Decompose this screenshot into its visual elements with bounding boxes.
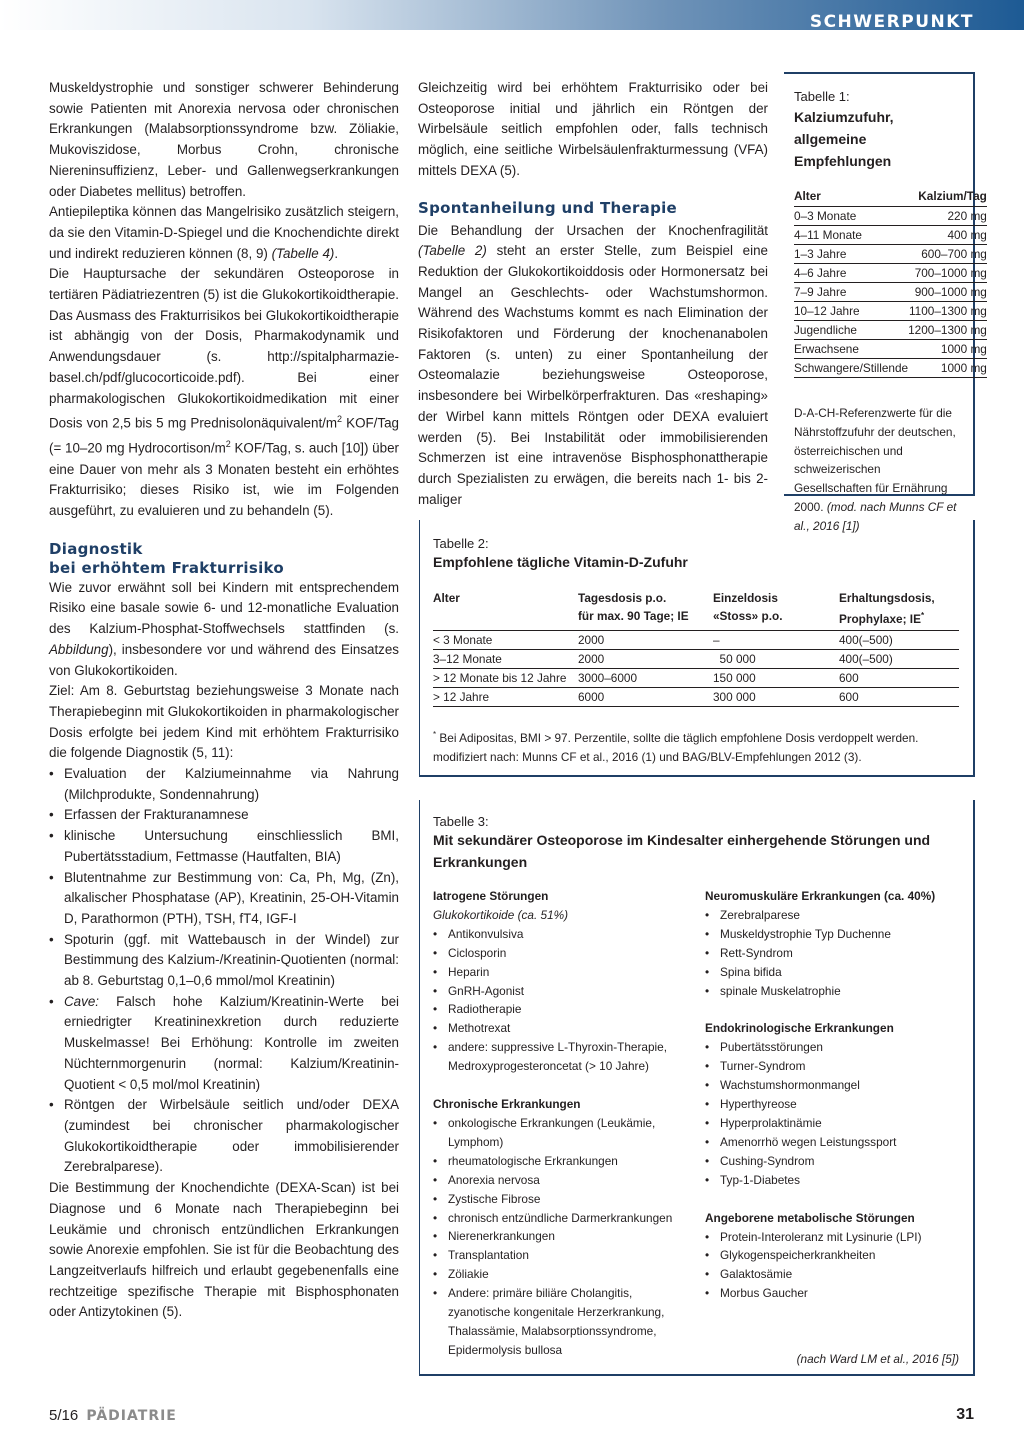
table-source: (nach Ward LM et al., 2016 [5]): [796, 1352, 959, 1366]
list-item: • Spina bifida: [705, 963, 965, 982]
diagnostic-list: [49, 764, 399, 1178]
table-title: Kalziumzufuhr, allgemeine Empfehlungen: [794, 109, 894, 169]
column-header: Einzeldosis «Stoss» p.o.: [713, 591, 783, 623]
list-item: • Röntgen der Wirbelsäule seitlich und/oder DEXA (zumindest bei chronischer pharmakologischer Glukokortikoidtherapie oder immobilisierender Zerebralparese).: [49, 1095, 399, 1178]
paragraph: Die Behandlung der Ursachen der Knochenfragilität (Tabelle 2) steht an erster Stelle, zum Beispiel eine Reduktion der Glukokortikoiddosis oder Hormonersatz bei Mangel an Geschlechts- oder Wachstumshormon. Während des Wachstums kommt es nach Elimination der Risikofaktoren und Förderung der knochenanabolen Faktoren (s. unten) zu einer Spontanheilung der Osteomalazie beziehungsweise Osteoporose, insbesondere bei Wirbelkörperfrakturen. Das «reshaping» der Wirbel kann mittels Röntgen oder DEXA evaluiert werden (5). Bei Instabilität oder immobilisierenden Schmerzen ist eine intravenöse Bisphosphonattherapie durch Spezialisten zu erwägen, die bereits nach 1- bis 2-maliger: [418, 222, 768, 507]
table-1-box: [784, 72, 987, 533]
paragraph: Die Bestimmung der Knochendichte (DEXA-Scan) ist bei Diagnose und 6 Monate nach Therapiebeginn bei Leukämie und chronisch entzündlichen Erkrankungen sowie Anorexie empfohlen. Sie ist für die Beobachtung des Langzeitverlaufs hilfreich und erlaubt gegebenenfalls eine rechtzeitige spezifische Therapie mit Bisphosphonaten oder Antizytokinen (5).: [49, 1180, 399, 1320]
box-border: [419, 520, 420, 775]
paragraph: Wie zuvor erwähnt soll bei Kindern mit entsprechendem Risiko eine basale sowie 6- und 12-monatliche Evaluation des Kalzium-Phosphat-Stoffwechsels stattfinden (s. Abbildung), insbesondere vor und während des Einsatzes von Glukokortikoiden.: [49, 579, 399, 678]
list-item: • Ciclosporin: [433, 944, 693, 963]
table-row: > 12 Monate bis 12 Jahre 3000–6000 150 000 600: [433, 668, 959, 687]
list-item: • Hyperthyreose: [705, 1095, 965, 1114]
group-heading: Iatrogene Störungen: [433, 889, 549, 903]
table-row: Erwachsene 1000 mg: [794, 340, 987, 359]
paragraph: Antiepileptika können das Mangelrisiko zusätzlich steigern, da sie den Vitamin-D-Spiegel und die Knochendichte direkt und indirekt reduzieren können (8, 9) (Tabelle 4).: [49, 204, 399, 261]
list-item: • spinale Muskelatrophie: [705, 982, 965, 1001]
list-item: • Radiotherapie: [433, 1000, 693, 1019]
list-item: • GnRH-Agonist: [433, 982, 693, 1001]
table-label: Tabelle 1:: [794, 89, 850, 104]
list-item: • Galaktosämie: [705, 1265, 965, 1284]
list-item: • chronisch entzündliche Darmerkrankungen: [433, 1209, 693, 1228]
group-subheading: Glukokortikoide (ca. 51%): [433, 907, 569, 922]
table-row: > 12 Jahre 6000 300 000 600: [433, 687, 959, 706]
table-row: 1–3 Jahre 600–700 mg: [794, 245, 987, 264]
list-item: • Glykogenspeicherkrankheiten: [705, 1246, 965, 1265]
list-item: • Erfassen der Frakturanamnese: [49, 805, 399, 826]
list-item: • andere: suppressive L-Thyroxin-Therapie, Medroxyprogesteroncetat (> 10 Jahre): [433, 1038, 693, 1076]
table-row: 3–12 Monate 2000 50 000 400(–500): [433, 649, 959, 668]
list-item: • Cave: Falsch hohe Kalzium/Kreatinin-Werte bei erniedrigter Kreatininexkretion durch reduzierte Muskelmasse! Bei Erhöhung: Kontrolle im zweiten Nüchternmorgenurin (normal: Kalzium/Kreatinin-Quotient < 0,5 mol/mol Kreatinin): [49, 992, 399, 1096]
list-item: • Protein-Interoleranz mit Lysinurie (LPI): [705, 1228, 965, 1247]
group-heading: Endokrinologische Erkrankungen: [705, 1021, 894, 1036]
list-item: • rheumatologische Erkrankungen: [433, 1152, 693, 1171]
list-item: • Zystische Fibrose: [433, 1190, 693, 1209]
table-row: Schwangere/Stillende 1000 mg: [794, 359, 987, 378]
table-3-box: [419, 800, 975, 1376]
paragraph: Die Hauptursache der sekundären Osteoporose in tertiären Pädiatriezentren (5) ist die Glukokortikoidtherapie. Das Ausmass des Frakturrisikos bei Glukokortikoidtherapie ist abhängig von der Dosis, Pharmakodynamik und Anwendungsdauer (s. http://spitalpharmazie-basel.ch/pdf/glucocorticoide.pdf). Bei einer pharmakologischen Glukokortikoidmedikation mit einer Dosis von 2,5 bis 5 mg Prednisolonäquivalent/$m^2$ KOF/Tag (= 10–20 mg Hydrocortison/$m^2$ KOF/Tag, s. auch [10]) über eine Dauer von mehr als 3 Monaten besteht ein erhöhtes Frakturrisiko; dieses Risiko ist, wie im Folgenden ausgeführt, zu evaluieren und zu behandeln (5).: [49, 266, 399, 518]
section-label: SCHWERPUNKT: [809, 12, 974, 32]
table-title: Empfohlene tägliche Vitamin-D-Zufuhr: [433, 554, 688, 570]
section-heading: Spontanheilung und Therapie: [418, 198, 678, 217]
table-row: < 3 Monate 2000 – 400(–500): [433, 630, 959, 649]
list-item: • Anorexia nervosa: [433, 1171, 693, 1190]
table-label: Tabelle 3:: [433, 814, 489, 829]
group-heading: Neuromuskuläre Erkrankungen (ca. 40%): [705, 889, 936, 903]
table-label: Tabelle 2:: [433, 536, 489, 551]
list-item: • Turner-Syndrom: [705, 1057, 965, 1076]
list-item: • Blutentnahme zur Bestimmung von: Ca, Ph, Mg, (Zn), alkalischer Phosphatase (AP), Kreatinin, 25-OH-Vitamin D, Parathormon (PTH), TSH, fT4, IGF-I: [49, 868, 399, 930]
box-border: [419, 800, 420, 1374]
list-item: • Zöliakie: [433, 1265, 693, 1284]
list-item: • Heparin: [433, 963, 693, 982]
column-header: Alter: [433, 591, 460, 605]
list-item: • Morbus Gaucher: [705, 1284, 965, 1303]
list-item: • Typ-1-Diabetes: [705, 1171, 965, 1190]
column-header: Alter: [794, 186, 908, 207]
table-row: Jugendliche 1200–1300 mg: [794, 321, 987, 340]
group-heading: Chronische Erkrankungen: [433, 1097, 581, 1112]
list-item: • klinische Untersuchung einschliesslich BMI, Pubertätsstadium, Fettmasse (Hautfalten, BIA): [49, 826, 399, 867]
paragraph: Ziel: Am 8. Geburtstag beziehungsweise 3 Monate nach Therapiebeginn mit Glukokortikoiden in pharmakologischer Dosis erfolgte bei jedem Kind mit erhöhtem Frakturrisiko die folgende Diagnostik (5, 11):: [49, 683, 399, 761]
column-header: Tagesdosis p.o. für max. 90 Tage; IE: [578, 591, 689, 623]
column-header: Erhaltungsdosis, Prophylaxe; IE*: [839, 591, 935, 626]
list-item: • Muskeldystrophie Typ Duchenne: [705, 925, 965, 944]
page-number: 31: [956, 1406, 974, 1423]
list-item: • Nierenerkrankungen: [433, 1227, 693, 1246]
table-3-left-column: [433, 887, 693, 1360]
paragraph: Gleichzeitig wird bei erhöhtem Frakturrisiko oder bei Osteoporose initial und jährlich ein Röntgen der Wirbelsäule seitlich empfohlen oder, falls technisch möglich, eine seitliche Wirbelsäulenfrakturmessung (VFA) mittels DEXA (5).: [418, 80, 768, 178]
issue-number: 5/16: [49, 1407, 79, 1424]
table-row: 10–12 Jahre 1100–1300 mg: [794, 302, 987, 321]
calcium-table: [794, 186, 987, 378]
list-item: • Rett-Syndrom: [705, 944, 965, 963]
list-item: • Antikonvulsiva: [433, 925, 693, 944]
table-row: 0–3 Monate 220 mg: [794, 207, 987, 226]
table-3-right-column: [705, 887, 965, 1303]
vitamin-d-table: [433, 585, 959, 707]
list-item: • Transplantation: [433, 1246, 693, 1265]
list-item: • Evaluation der Kalziumeinnahme via Nahrung (Milchprodukte, Sondennahrung): [49, 764, 399, 805]
body-column-1: [49, 78, 399, 1323]
list-item: • Hyperprolaktinämie: [705, 1114, 965, 1133]
list-item: • Cushing-Syndrom: [705, 1152, 965, 1171]
table-row: 7–9 Jahre 900–1000 mg: [794, 283, 987, 302]
table-note: D-A-CH-Referenzwerte für die Nährstoffzufuhr der deutschen, österreichischen und schweizerischen Gesellschaften für Ernährung 2000. (mod. nach Munns CF et al., 2016 [1]): [794, 406, 957, 533]
table-row: 4–11 Monate 400 mg: [794, 226, 987, 245]
section-heading: Diagnostik bei erhöhtem Frakturrisiko: [49, 539, 285, 577]
list-item: • onkologische Erkrankungen (Leukämie, Lymphom): [433, 1114, 693, 1152]
list-item: • Wachstumshormonmangel: [705, 1076, 965, 1095]
column-header: Kalzium/Tag: [908, 186, 987, 207]
list-item: • Pubertätsstörungen: [705, 1038, 965, 1057]
table-2-box: [419, 520, 975, 777]
table-note: * Bei Adipositas, BMI > 97. Perzentile, sollte die täglich empfohlene Dosis verdoppelt werden. modifiziert nach: Munns CF et al., 2016 (1) und BAG/BLV-Empfehlungen 2012 (3).: [433, 729, 919, 764]
footer-issue: [49, 1407, 177, 1424]
list-item: • Zerebralparese: [705, 906, 965, 925]
paragraph: Muskeldystrophie und sonstiger schwerer Behinderung sowie Patienten mit Anorexia nervosa oder chronischen Erkrankungen (Malabsorptionssyndrome bzw. Zöliakie, Mukoviszidose, Morbus Crohn, chronische Niereninsuffizienz, Leber- und Gallenwegserkrankungen oder Diabetes mellitus) betroffen.: [49, 80, 399, 199]
magazine-name: PÄDIATRIE: [86, 1408, 177, 1424]
list-item: • Andere: primäre biliäre Cholangitis, zyanotische kongenitale Herzerkrankung, Thalassämie, Malabsorptionssyndrome, Epidermolysis bullosa: [433, 1284, 693, 1360]
group-heading: Angeborene metabolische Störungen: [705, 1210, 915, 1225]
table-row: 4–6 Jahre 700–1000 mg: [794, 264, 987, 283]
list-item: • Methotrexat: [433, 1019, 693, 1038]
list-item: • Amenorrhö wegen Leistungssport: [705, 1133, 965, 1152]
list-item: • Spoturin (ggf. mit Wattebausch in der Windel) zur Bestimmung des Kalzium-/Kreatinin-Quotienten (normal: ab 8. Geburtstag 0,1–0,6 mmol/mol Kreatinin): [49, 930, 399, 992]
table-title: Mit sekundärer Osteoporose im Kindesalter einhergehende Störungen und Erkrankungen: [433, 832, 931, 870]
body-column-2: [418, 78, 768, 510]
